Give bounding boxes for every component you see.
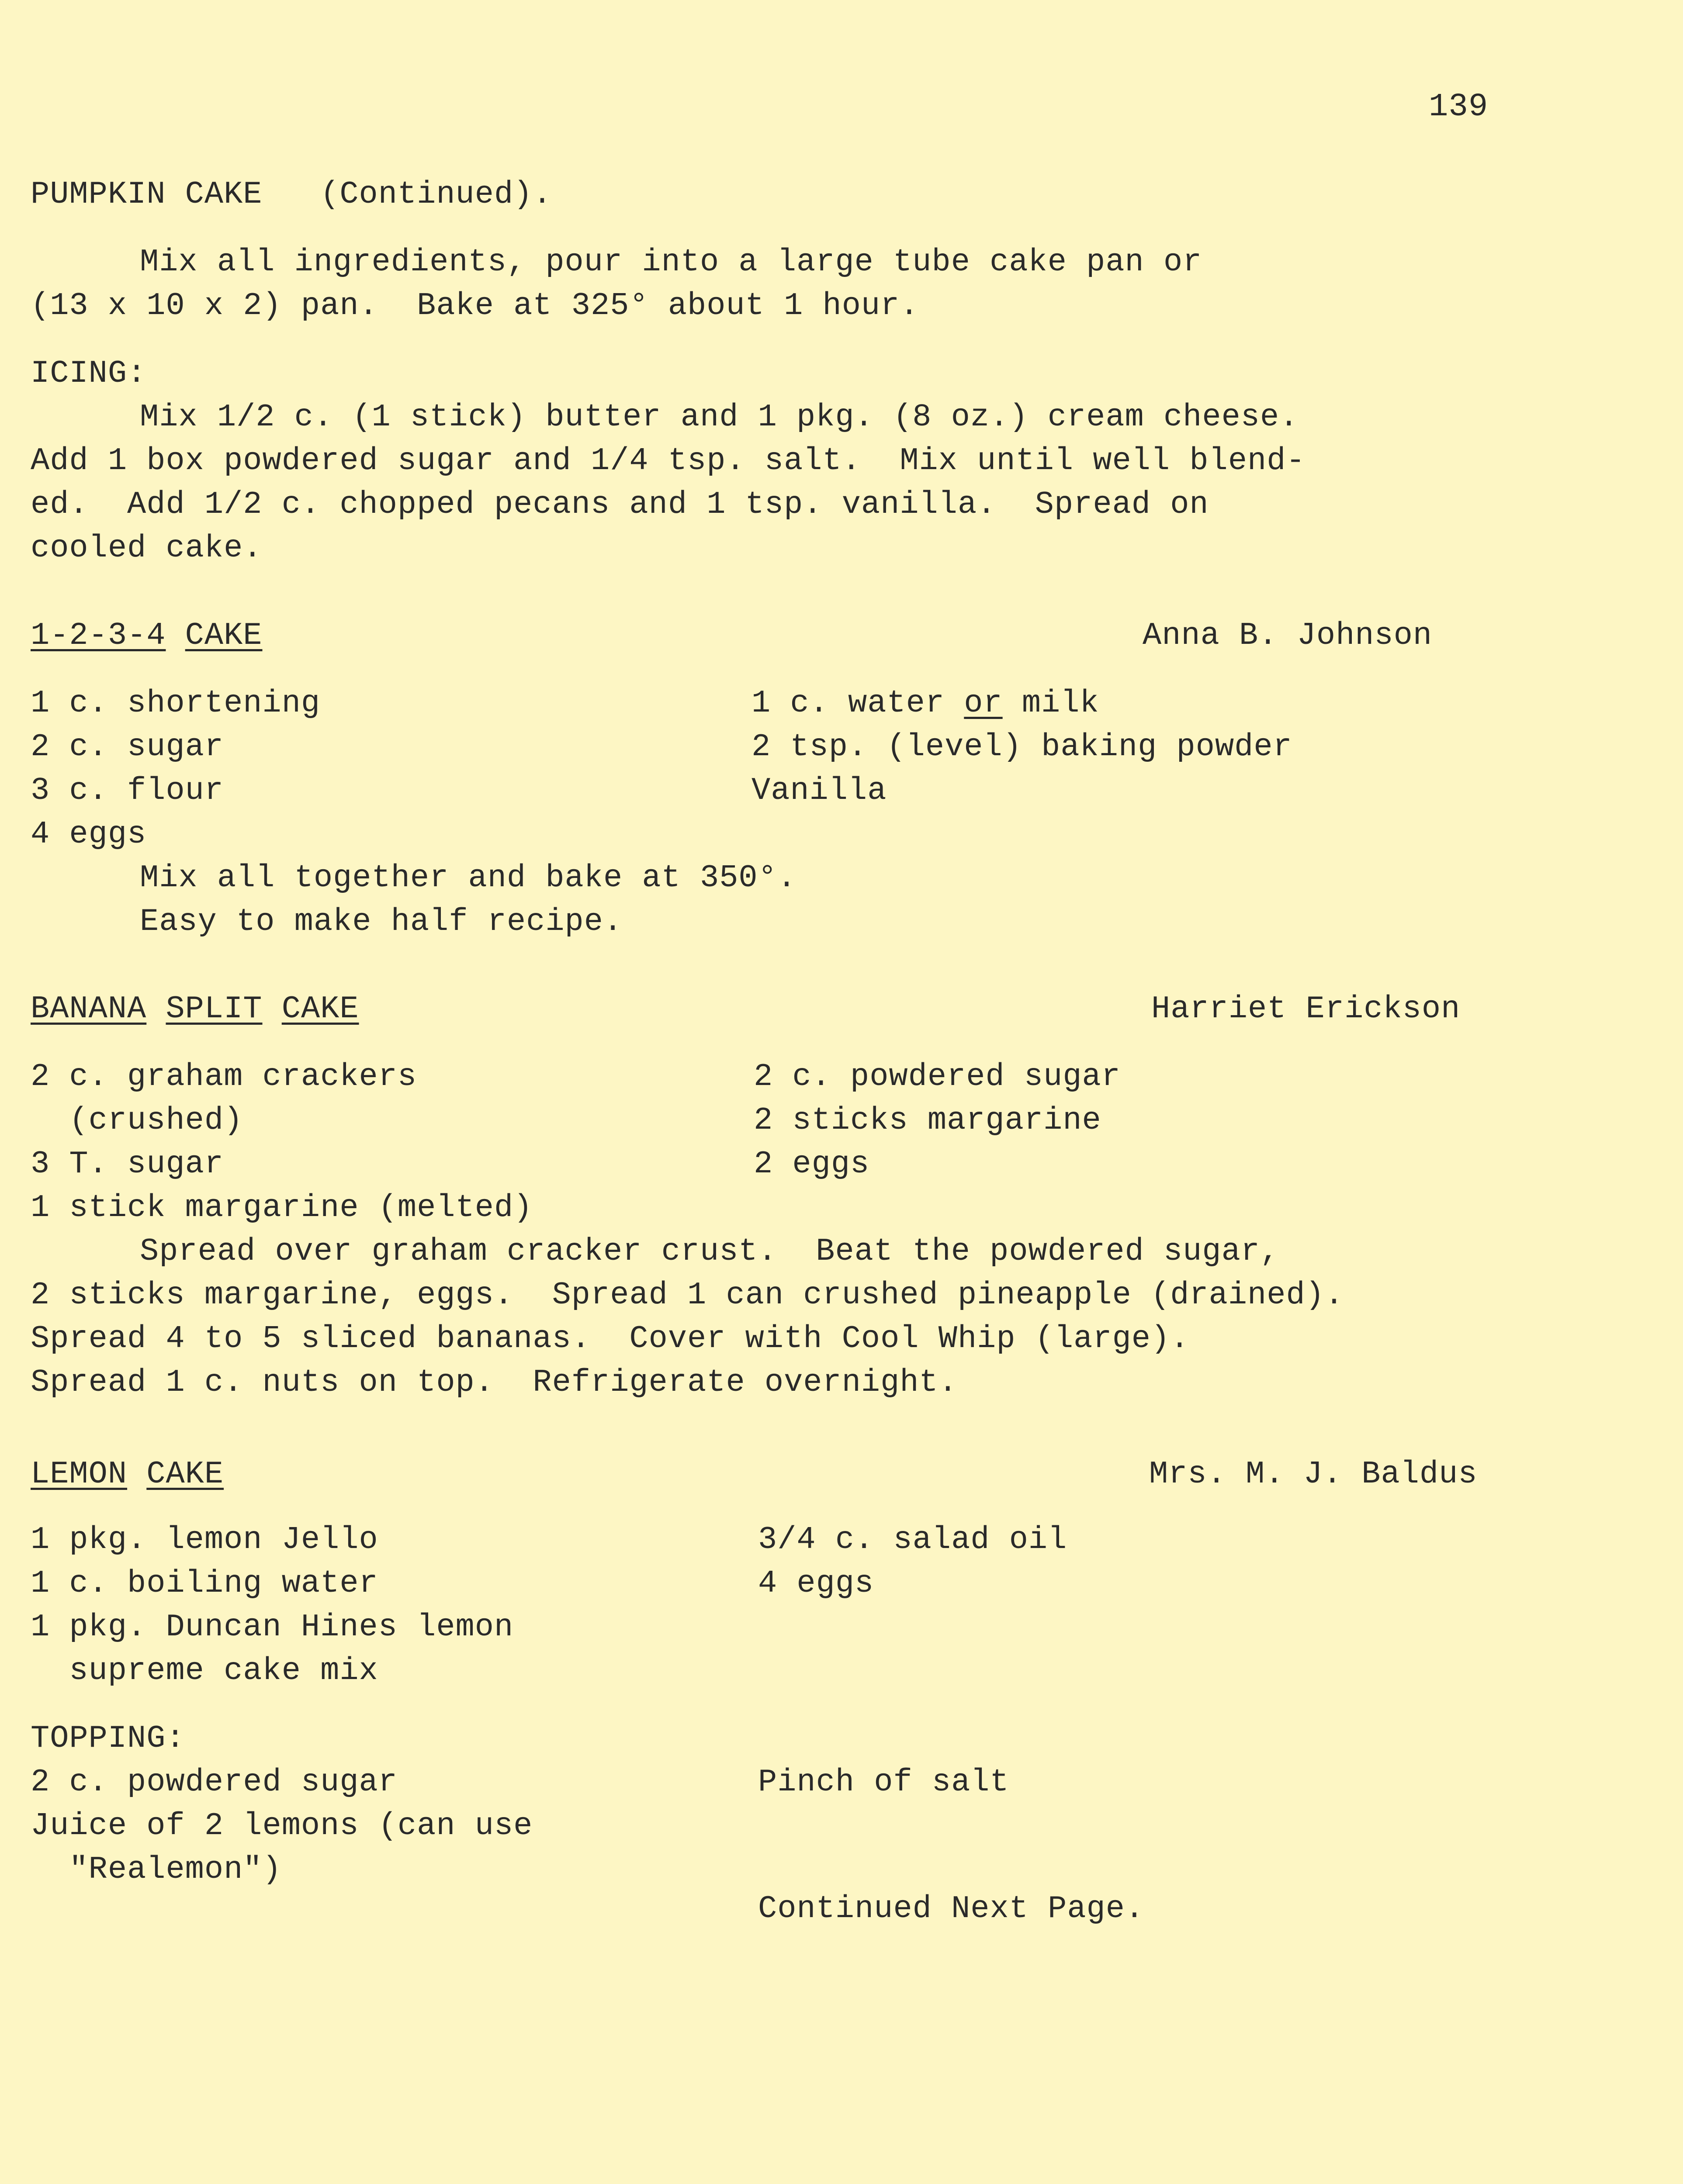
ingredient: [751, 684, 1099, 723]
ingredient: 2 eggs: [754, 1146, 870, 1182]
title-word: SPLIT: [166, 991, 263, 1027]
ingredient: 2 c. powdered sugar: [31, 1764, 398, 1800]
icing-line: ed. Add 1/2 c. chopped pecans and 1 tsp. vanilla. Spread on: [31, 487, 1209, 522]
one-two-three-four-title: [31, 616, 263, 655]
continued-note: Continued Next Page.: [758, 1891, 1145, 1927]
ingredient: Juice of 2 lemons (can use: [31, 1808, 533, 1844]
ingredient: (crushed): [31, 1102, 243, 1138]
ingredient: 3/4 c. salad oil: [758, 1522, 1067, 1558]
ingredient: 1 stick margarine (melted): [31, 1190, 533, 1226]
ingredient: 2 c. sugar: [31, 729, 224, 765]
directions-line: Spread over graham cracker crust. Beat the powdered sugar,: [140, 1234, 1280, 1269]
recipe-author: Anna B. Johnson: [1143, 618, 1433, 653]
ingredient: 1 c. boiling water: [31, 1565, 378, 1601]
topping-heading: TOPPING:: [31, 1721, 185, 1756]
ingredient: 2 sticks margarine: [754, 1102, 1101, 1138]
icing-line: cooled cake.: [31, 530, 263, 566]
pumpkin-cake-title: PUMPKIN CAKE (Continued).: [31, 176, 552, 212]
ingredient: supreme cake mix: [31, 1653, 378, 1689]
ingredient-part: milk: [1002, 685, 1099, 721]
ingredient-or: or: [964, 685, 1003, 721]
ingredient: 4 eggs: [31, 816, 147, 852]
ingredient: 2 tsp. (level) baking powder: [751, 729, 1292, 765]
icing-heading: ICING:: [31, 356, 147, 391]
pumpkin-directions-line: (13 x 10 x 2) pan. Bake at 325° about 1 hour.: [31, 288, 919, 324]
ingredient: 2 c. graham crackers: [31, 1059, 417, 1095]
ingredient: 4 eggs: [758, 1565, 874, 1601]
banana-split-cake-title: [31, 989, 359, 1029]
title-word: LEMON: [31, 1456, 128, 1492]
recipe-author: Harriet Erickson: [1151, 991, 1461, 1027]
directions-line: Easy to make half recipe.: [140, 904, 623, 940]
pumpkin-directions-line: Mix all ingredients, pour into a large tube cake pan or: [140, 244, 1202, 280]
title-part: CAKE: [185, 618, 263, 653]
ingredient: "Realemon"): [31, 1852, 282, 1887]
ingredient: 1 pkg. lemon Jello: [31, 1522, 378, 1558]
lemon-cake-title: [31, 1455, 224, 1494]
ingredient: 3 T. sugar: [31, 1146, 224, 1182]
ingredient: Pinch of salt: [758, 1764, 1009, 1800]
directions-line: Spread 1 c. nuts on top. Refrigerate overnight.: [31, 1365, 958, 1400]
ingredient-part: 1 c. water: [751, 685, 964, 721]
icing-line: Mix 1/2 c. (1 stick) butter and 1 pkg. (8 oz.) cream cheese.: [140, 399, 1299, 435]
icing-line: Add 1 box powdered sugar and 1/4 tsp. salt. Mix until well blend-: [31, 443, 1306, 479]
title-word: CAKE: [146, 1456, 224, 1492]
ingredient: 2 c. powdered sugar: [754, 1059, 1121, 1095]
title-word: BANANA: [31, 991, 147, 1027]
directions-line: Spread 4 to 5 sliced bananas. Cover with Cool Whip (large).: [31, 1321, 1190, 1357]
ingredient: 1 c. shortening: [31, 685, 321, 721]
ingredient: 3 c. flour: [31, 773, 224, 809]
recipe-author: Mrs. M. J. Baldus: [1149, 1456, 1478, 1492]
directions-line: Mix all together and bake at 350°.: [140, 860, 797, 896]
title-word: CAKE: [281, 991, 359, 1027]
directions-line: 2 sticks margarine, eggs. Spread 1 can crushed pineapple (drained).: [31, 1277, 1344, 1313]
ingredient: 1 pkg. Duncan Hines lemon: [31, 1609, 514, 1645]
title-part: 1-2-3-4: [31, 618, 166, 653]
ingredient: Vanilla: [751, 773, 887, 809]
page-number: 139: [1429, 89, 1489, 125]
